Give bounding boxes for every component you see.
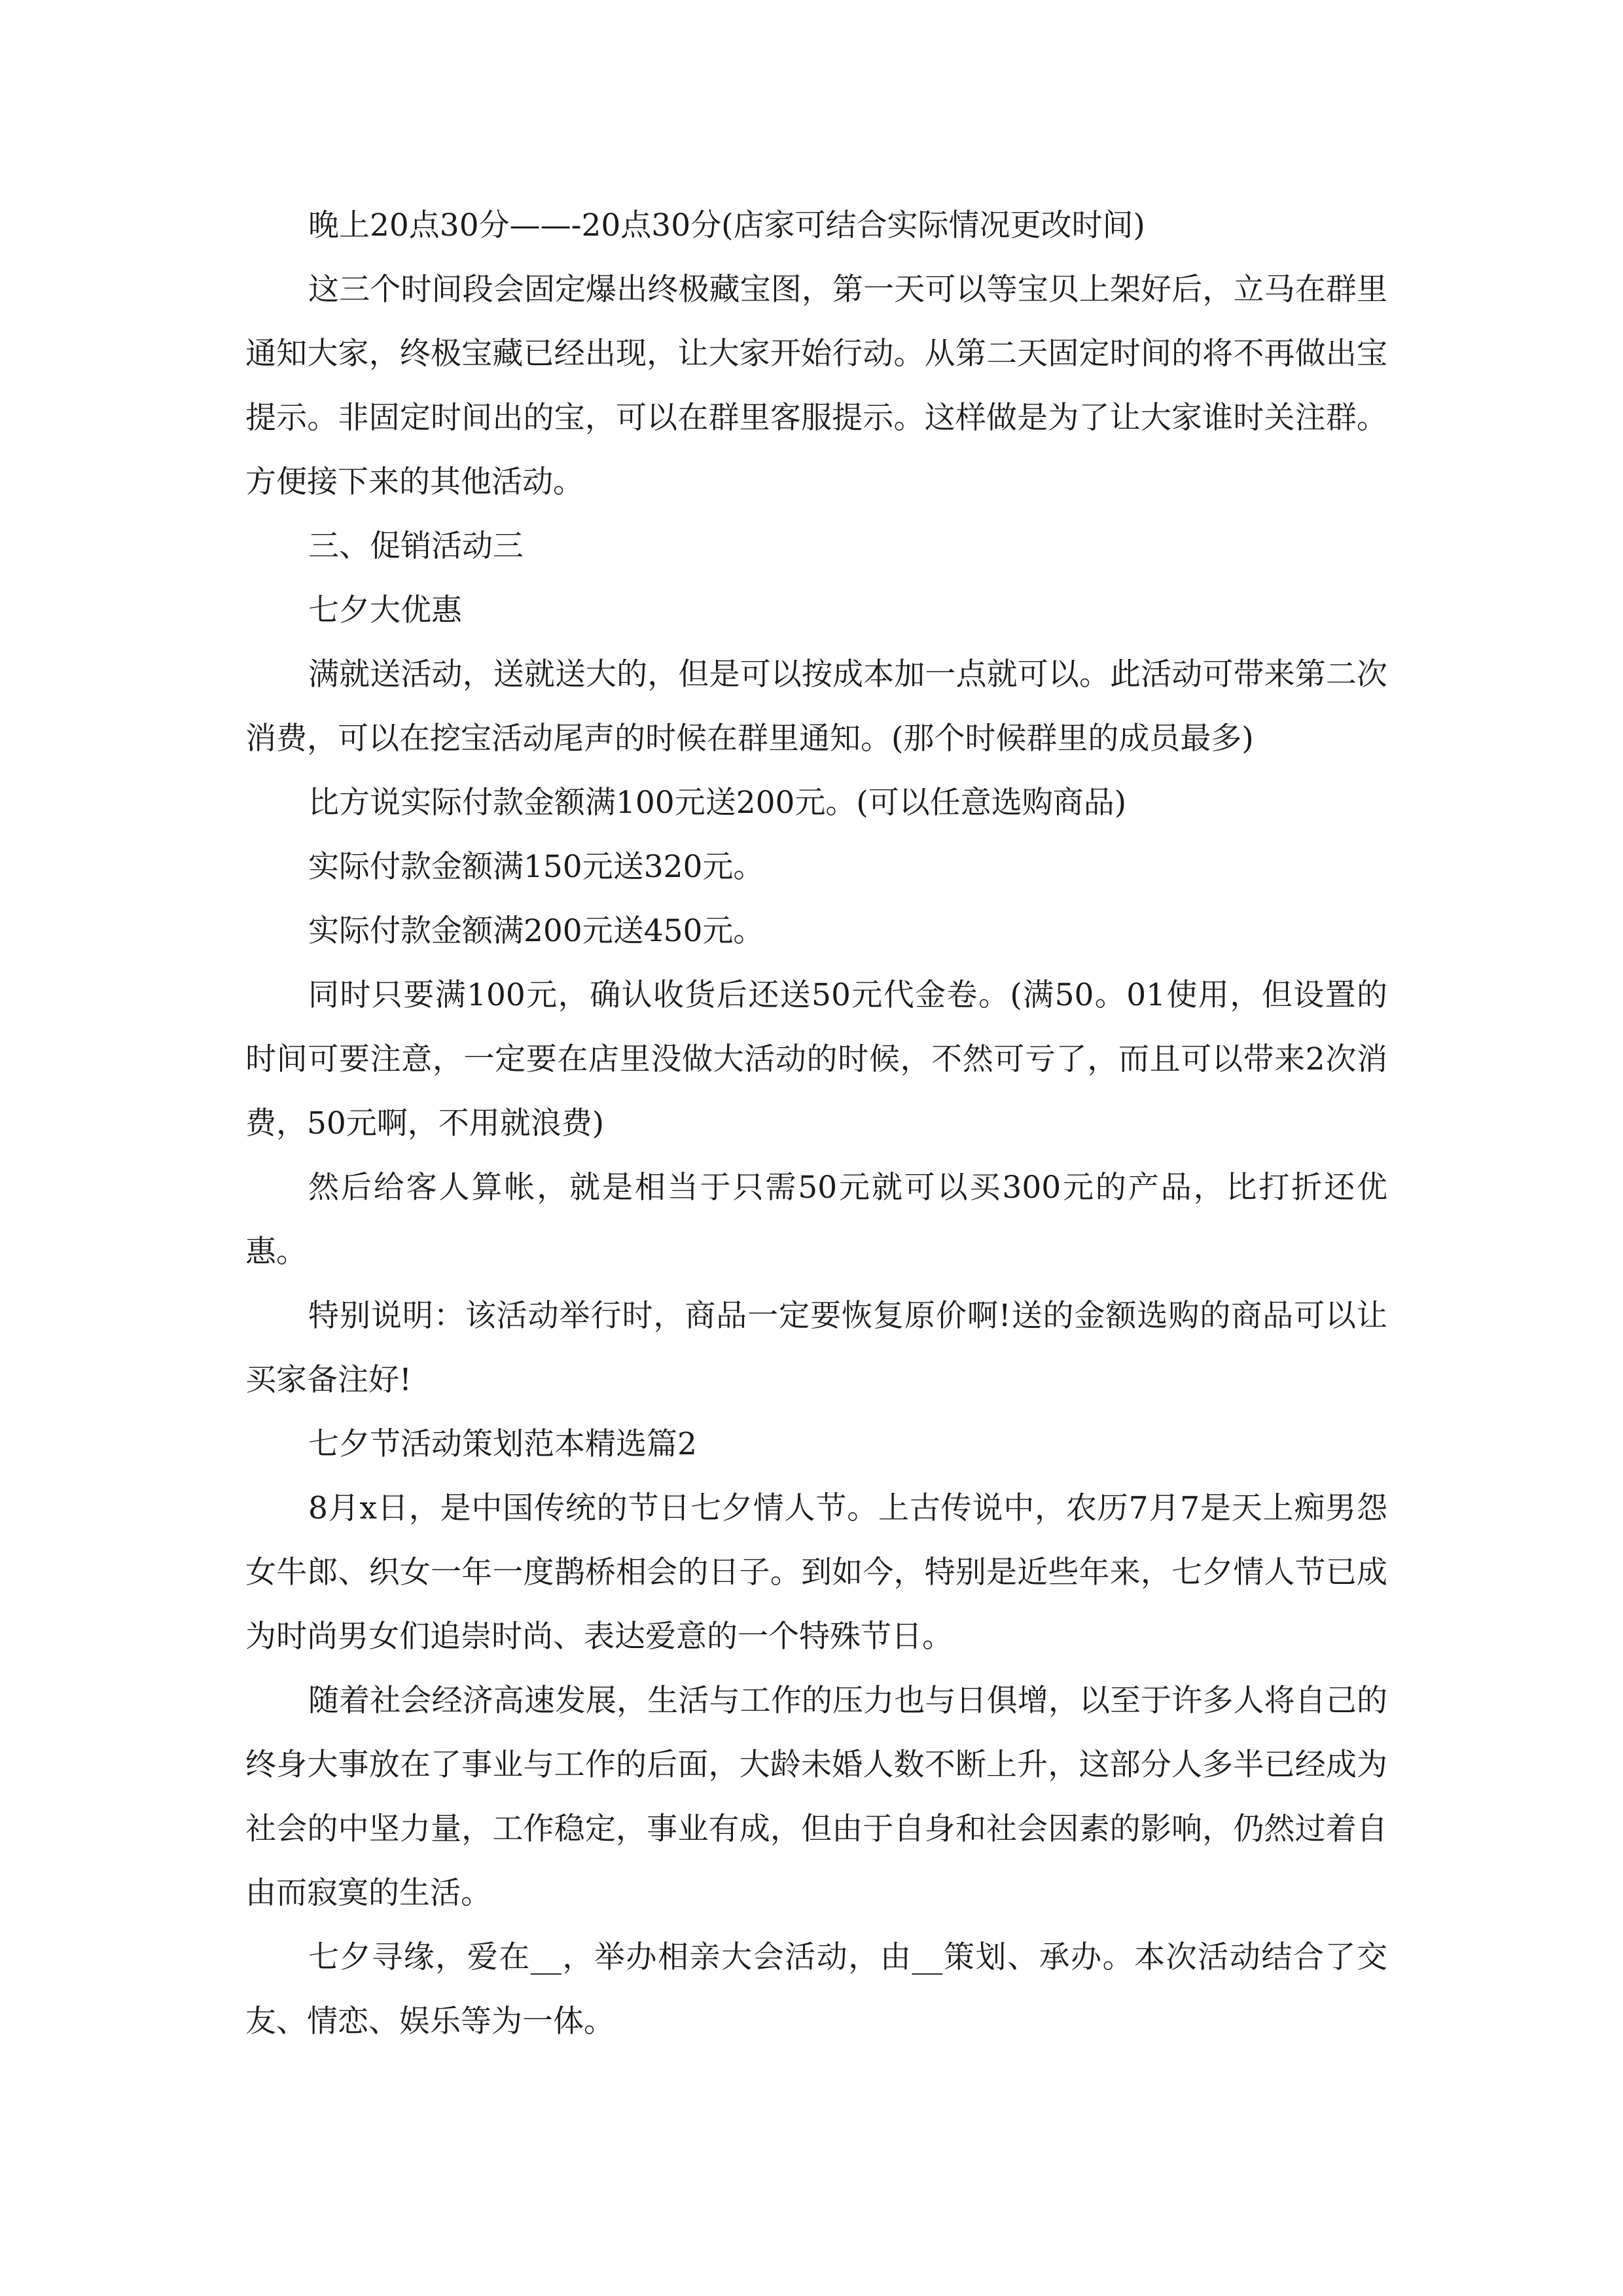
paragraph-calculation: 然后给客人算帐，就是相当于只需50元就可以买300元的产品，比打折还优惠。 [245, 1170, 1387, 1270]
paragraph-event-overview: 七夕寻缘，爱在__，举办相亲大会活动，由__策划、承办。本次活动结合了交友、情恋、娱乐等为一体。 [245, 1939, 1387, 2039]
section-heading-article-2: 七夕节活动策划范本精选篇2 [308, 1426, 697, 1462]
paragraph-tier-200: 实际付款金额满200元送450元。 [308, 913, 764, 949]
paragraph-tier-100: 比方说实际付款金额满100元送200元。(可以任意选购商品) [308, 785, 1127, 821]
paragraph-time-slot: 晚上20点30分——-20点30分(店家可结合实际情况更改时间) [308, 207, 1145, 243]
paragraph-voucher: 同时只要满100元，确认收货后还送50元代金卷。(满50。01使用，但设置的时间可要注意，一定要在店里没做大活动的时候，不然可亏了，而且可以带来2次消费，50元啊，不用就浪费) [245, 977, 1387, 1141]
section-heading-promo-3: 三、促销活动三 [308, 528, 524, 564]
paragraph-tier-150: 实际付款金额满150元送320元。 [308, 849, 764, 885]
paragraph-qixi-intro: 8月x日，是中国传统的节日七夕情人节。上古传说中，农历7月7是天上痴男怨女牛郎、织女一年一度鹊桥相会的日子。到如今，特别是近些年来，七夕情人节已成为时尚男女们追崇时尚、表达爱意的一个特殊节日。 [245, 1490, 1387, 1655]
paragraph-special-note: 特别说明：该活动举行时，商品一定要恢复原价啊!送的金额选购的商品可以让买家备注好! [245, 1298, 1387, 1398]
paragraph-gift-activity: 满就送活动，送就送大的，但是可以按成本加一点就可以。此活动可带来第二次消费，可以在挖宝活动尾声的时候在群里通知。(那个时候群里的成员最多) [245, 656, 1387, 757]
paragraph-treasure-map: 这三个时间段会固定爆出终极藏宝图，第一天可以等宝贝上架好后，立马在群里通知大家，终极宝藏已经出现，让大家开始行动。从第二天固定时间的将不再做出宝提示。非固定时间出的宝，可以在群里客服提示。这样做是为了让大家谁时关注群。方便接下来的其他活动。 [245, 272, 1387, 500]
document-body [245, 194, 1387, 2054]
paragraph-social-background: 随着社会经济高速发展，生活与工作的压力也与日俱增，以至于许多人将自己的终身大事放在了事业与工作的后面，大龄未婚人数不断上升，这部分人多半已经成为社会的中坚力量，工作稳定，事业有成，但由于自身和社会因素的影响，仍然过着自由而寂寞的生活。 [245, 1683, 1387, 1911]
subheading-qixi-discount: 七夕大优惠 [308, 592, 462, 628]
